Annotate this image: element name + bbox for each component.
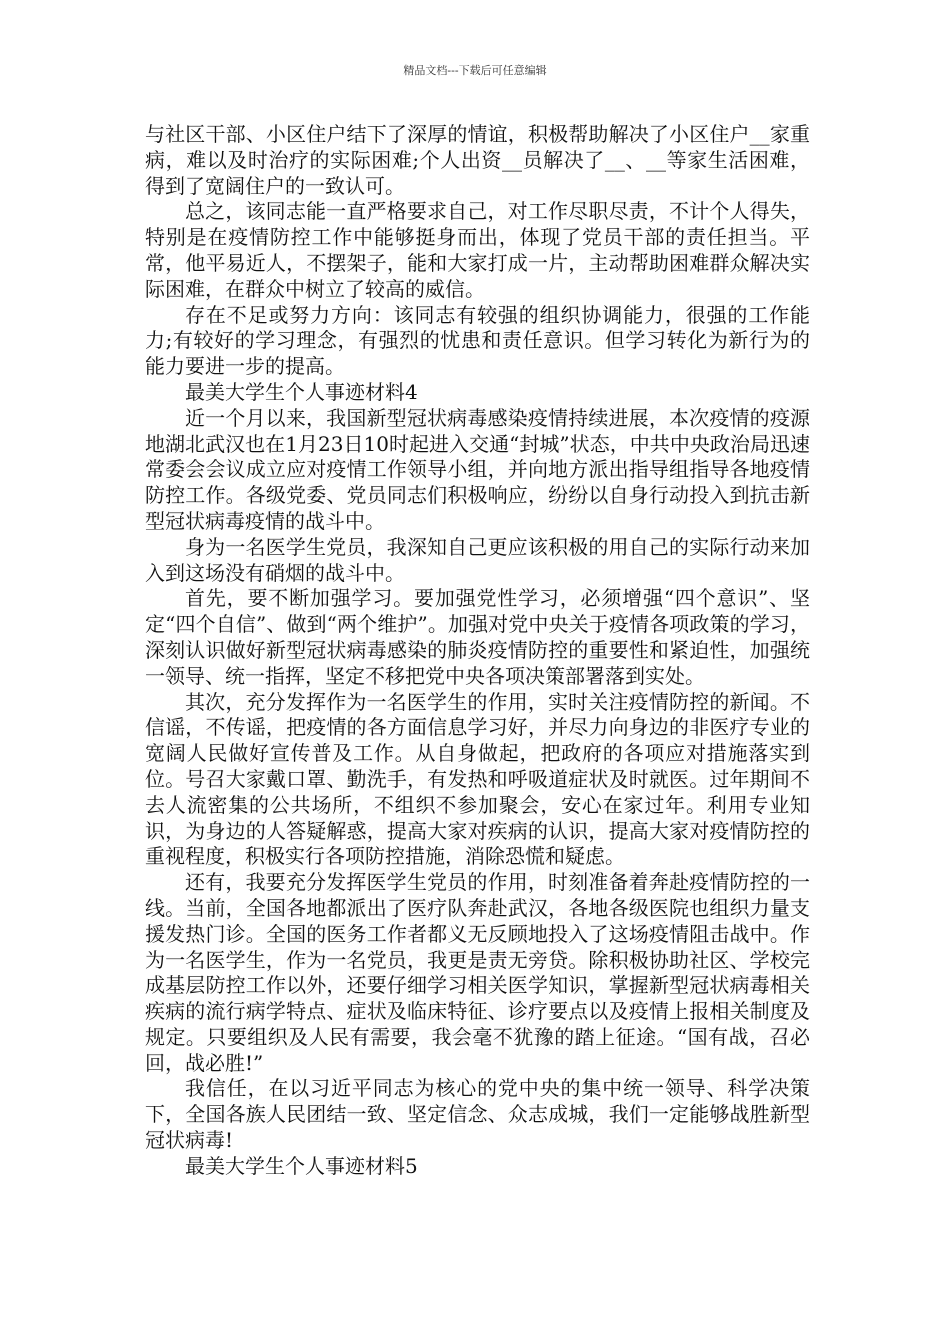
- paragraph-5: 近一个月以来，我国新型冠状病毒感染疫情持续进展，本次疫情的疫源地湖北武汉也在1月23日10时起进入交通“封城”状态，中共中央政治局迅速常委会会议成立应对疫情工作领导小组，并向地方派出指导组指导各地疫情防控工作。各级党委、党员同志们积极响应，纷纷以自身行动投入到抗击新型冠状病毒疫情的战斗中。: [145, 405, 810, 533]
- section-heading-4: 最美大学生个人事迹材料4: [185, 379, 418, 404]
- paragraph-1: 与社区干部、小区住户结下了深厚的情谊，积极帮助解决了小区住户__家重病，难以及时治疗的实际困难;个人出资__员解决了__、__等家生活困难，得到了宽阔住户的一致认可。: [145, 122, 810, 198]
- paragraph-2: 总之，该同志能一直严格要求自己，对工作尽职尽责，不计个人得失，特别是在疫情防控工作中能够挺身而出，体现了党员干部的责任担当。平常，他平易近人，不摆架子，能和大家打成一片，主动帮助困难群众解决实际困难，在群众中树立了较高的威信。: [145, 199, 810, 301]
- section-heading-5: 最美大学生个人事迹材料5: [185, 1153, 418, 1178]
- document-body: [145, 122, 810, 1180]
- paragraph-10: 我信任，在以习近平同志为核心的党中央的集中统一领导、科学决策下，全国各族人民团结一致、坚定信念、众志成城，我们一定能够战胜新型冠状病毒!: [145, 1076, 810, 1153]
- paragraph-9: 还有，我要充分发挥医学生党员的作用，时刻准备着奔赴疫情防控的一线。当前，全国各地都派出了医疗队奔赴武汉，各地各级医院也组织力量支援发热门诊。全国的医务工作者都义无反顾地投入了这场疫情阻击战中。作为一名医学生，作为一名党员，我更是责无旁贷。除积极协助社区、学校完成基层防控工作以外，还要仔细学习相关医学知识，掌握新型冠状病毒相关疾病的流行病学特点、症状及临床特征、诊疗要点以及疫情上报相关制度及规定。只要组织及人民有需要，我会毫不犹豫的踏上征途。“国有战，召必回，战必胜!”: [145, 870, 810, 1075]
- paragraph-7: 首先，要不断加强学习。要加强党性学习，必须增强“四个意识”、坚定“四个自信”、做到“两个维护”。加强对党中央关于疫情各项政策的学习，深刻认识做好新型冠状病毒感染的肺炎疫情防控的重要性和紧迫性，加强统一领导、统一指挥，坚定不移把党中央各项决策部署落到实处。: [145, 586, 810, 688]
- paragraph-6: 身为一名医学生党员，我深知自己更应该积极的用自己的实际行动来加入到这场没有硝烟的战斗中。: [145, 534, 810, 585]
- paragraph-3: 存在不足或努力方向：该同志有较强的组织协调能力，很强的工作能力;有较好的学习理念，有强烈的忧患和责任意识。但学习转化为新行为的能力要进一步的提高。: [145, 302, 810, 379]
- paragraph-8: 其次，充分发挥作为一名医学生的作用，实时关注疫情防控的新闻。不信谣，不传谣，把疫情的各方面信息学习好，并尽力向身边的非医疗专业的宽阔人民做好宣传普及工作。从自身做起，把政府的各项应对措施落实到位。号召大家戴口罩、勤洗手，有发热和呼吸道症状及时就医。过年期间不去人流密集的公共场所，不组织不参加聚会，安心在家过年。利用专业知识，为身边的人答疑解惑，提高大家对疾病的认识，提高大家对疫情防控的重视程度，积极实行各项防控措施，消除恐慌和疑虑。: [145, 689, 810, 869]
- page-header: 精品文档---下载后可任意编辑: [403, 64, 547, 77]
